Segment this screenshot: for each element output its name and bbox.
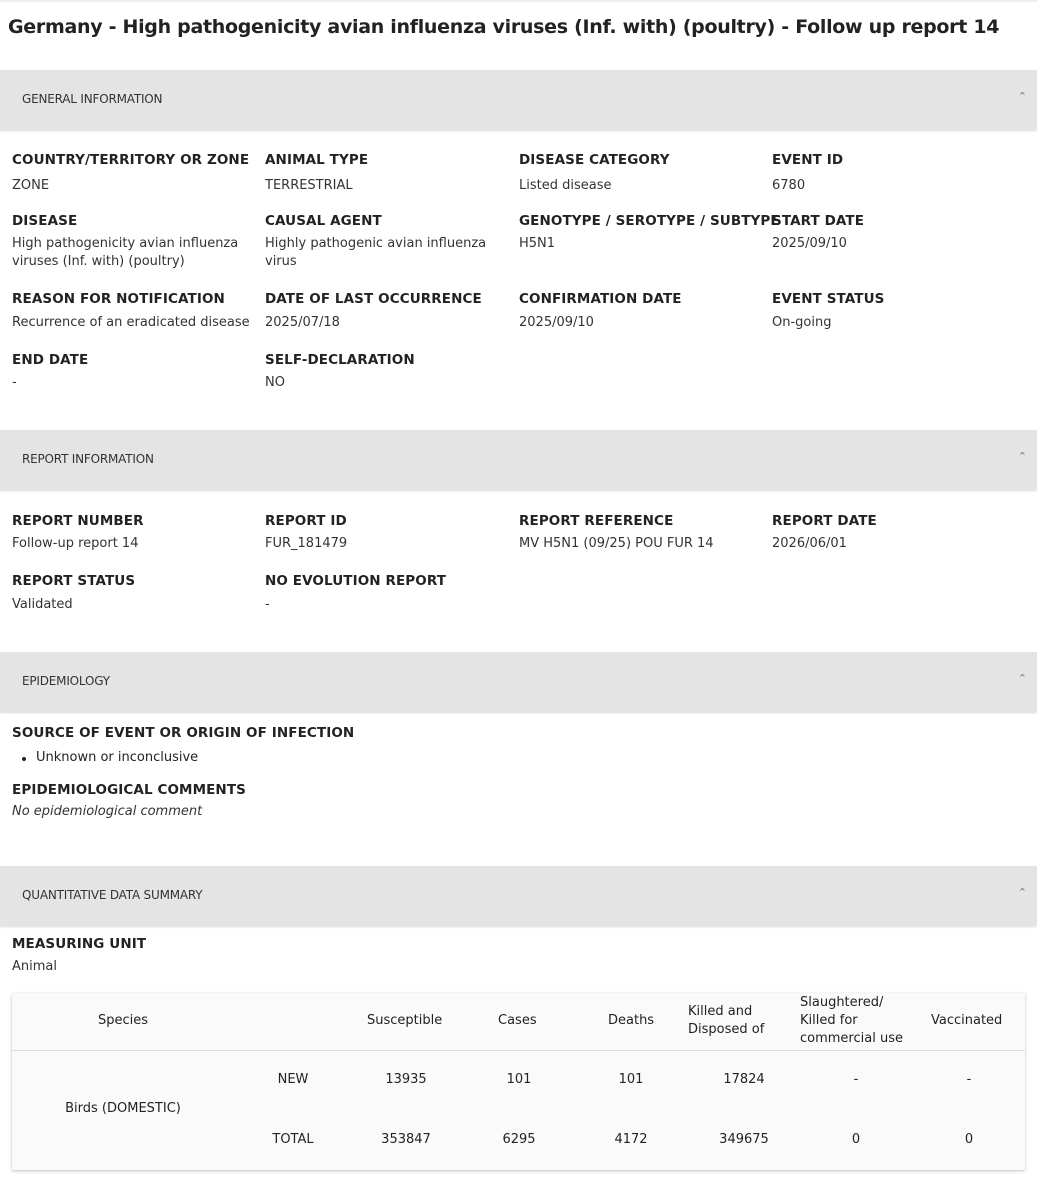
- header-divider: [12, 1050, 1025, 1051]
- field-last-occurrence: [265, 291, 482, 332]
- field-label: REASON FOR NOTIFICATION: [12, 291, 225, 307]
- field-label: REPORT REFERENCE: [519, 513, 674, 529]
- field-country: [12, 152, 249, 195]
- field-label: REPORT STATUS: [12, 573, 136, 589]
- field-label: CONFIRMATION DATE: [519, 291, 682, 307]
- cell-slaughtered: -: [853, 1072, 859, 1087]
- field-label: GENOTYPE / SEROTYPE / SUBTYPE: [519, 213, 780, 229]
- row-label-new: NEW: [277, 1072, 309, 1087]
- header-line: Disposed of: [688, 1022, 765, 1037]
- field-report-date: [772, 513, 877, 553]
- field-label: SELF-DECLARATION: [265, 352, 415, 368]
- field-label: DATE OF LAST OCCURRENCE: [265, 291, 482, 307]
- field-label: CAUSAL AGENT: [265, 213, 382, 229]
- field-end-date: [12, 352, 88, 392]
- field-reason: [12, 291, 250, 332]
- field-value: 2025/07/18: [265, 315, 340, 330]
- field-label: REPORT ID: [265, 513, 347, 529]
- field-value: 2025/09/10: [519, 315, 594, 330]
- species-cell: Birds (DOMESTIC): [65, 1101, 181, 1116]
- field-value: Highly pathogenic avian influenza virus: [265, 236, 487, 269]
- field-value: NO: [265, 375, 285, 390]
- cell-cases: 6295: [502, 1132, 536, 1147]
- field-measuring-unit: [12, 936, 146, 976]
- page-title: Germany - High pathogenicity avian influenza viruses (Inf. with) (poultry) - Follow up report 14: [8, 16, 1000, 38]
- field-value: Recurrence of an eradicated disease: [12, 315, 250, 330]
- section-title: GENERAL INFORMATION: [22, 92, 163, 106]
- header-line: Killed and: [688, 1004, 753, 1019]
- field-label: NO EVOLUTION REPORT: [265, 573, 447, 589]
- field-label: DISEASE: [12, 213, 78, 229]
- header-line: Slaughtered/: [800, 995, 884, 1010]
- field-value: FUR_181479: [265, 536, 348, 551]
- field-label: DISEASE CATEGORY: [519, 152, 670, 168]
- row-label-total: TOTAL: [272, 1132, 314, 1147]
- field-label: EVENT STATUS: [772, 291, 885, 307]
- section-title: EPIDEMIOLOGY: [22, 674, 110, 688]
- field-value: On-going: [772, 315, 832, 330]
- section-header-report-information[interactable]: [0, 430, 1037, 490]
- quantitative-table: [12, 993, 1025, 1170]
- field-source-of-event: [12, 725, 354, 741]
- source-list: [36, 750, 198, 765]
- field-label: COUNTRY/TERRITORY OR ZONE: [12, 152, 250, 168]
- section-title: REPORT INFORMATION: [22, 452, 154, 466]
- field-value: TERRESTRIAL: [265, 178, 353, 193]
- field-value: Follow-up report 14: [12, 536, 139, 551]
- field-value: 6780: [772, 178, 806, 193]
- field-animal-type: [265, 152, 368, 195]
- field-value: 2025/09/10: [772, 236, 847, 251]
- field-self-declaration: [265, 352, 415, 392]
- field-causal-agent: [265, 213, 500, 271]
- column-header-cases: Cases: [498, 1013, 537, 1028]
- field-label: ANIMAL TYPE: [265, 152, 369, 168]
- list-item: Unknown or inconclusive: [36, 750, 199, 765]
- cell-deaths: 4172: [614, 1132, 648, 1147]
- cell-slaughtered: 0: [851, 1132, 861, 1147]
- field-disease: [12, 213, 252, 271]
- field-value: 2026/06/01: [772, 536, 847, 551]
- field-label: REPORT NUMBER: [12, 513, 144, 529]
- column-header-susceptible: Susceptible: [367, 1013, 443, 1028]
- cell-vaccinated: -: [966, 1072, 972, 1087]
- cell-vaccinated: 0: [964, 1132, 974, 1147]
- field-disease-category: [519, 152, 670, 195]
- chevron-up-icon[interactable]: ⌃: [1017, 672, 1027, 685]
- field-label: SOURCE OF EVENT OR ORIGIN OF INFECTION: [12, 725, 355, 741]
- field-report-reference: [519, 513, 714, 553]
- field-label: START DATE: [772, 213, 865, 229]
- field-value: Validated: [12, 597, 73, 612]
- column-header-deaths: Deaths: [608, 1013, 655, 1028]
- cell-killed: 17824: [723, 1072, 765, 1087]
- cell-cases: 101: [506, 1072, 532, 1087]
- field-confirmation-date: [519, 291, 682, 332]
- field-report-id: [265, 513, 347, 553]
- field-genotype: [519, 213, 780, 253]
- field-value: MV H5N1 (09/25) POU FUR 14: [519, 536, 714, 551]
- header-line: Killed for: [800, 1013, 858, 1028]
- field-label: EVENT ID: [772, 152, 844, 168]
- chevron-up-icon[interactable]: ⌃: [1017, 886, 1027, 899]
- field-label: EPIDEMIOLOGICAL COMMENTS: [12, 782, 246, 798]
- section-header-quantitative-data-summary[interactable]: [0, 866, 1037, 926]
- field-label: REPORT DATE: [772, 513, 877, 529]
- cell-susceptible: 353847: [381, 1132, 431, 1147]
- field-value: H5N1: [519, 236, 556, 251]
- section-header-epidemiology[interactable]: [0, 652, 1037, 712]
- cell-killed: 349675: [719, 1132, 769, 1147]
- field-label: END DATE: [12, 352, 89, 368]
- section-header-general-information[interactable]: [0, 70, 1037, 130]
- field-report-status: [12, 573, 135, 614]
- section-title: QUANTITATIVE DATA SUMMARY: [22, 888, 203, 902]
- column-header-species: Species: [98, 1013, 149, 1028]
- field-value: No epidemiological comment: [12, 804, 203, 819]
- field-label: MEASURING UNIT: [12, 936, 147, 952]
- field-value: -: [12, 375, 17, 390]
- cell-deaths: 101: [618, 1072, 644, 1087]
- field-event-id: [772, 152, 843, 195]
- field-value: Listed disease: [519, 178, 612, 193]
- field-value: -: [265, 597, 270, 612]
- header-line: commercial use: [800, 1031, 903, 1046]
- top-divider: [0, 0, 1037, 2]
- field-start-date: [772, 213, 864, 253]
- chevron-up-icon[interactable]: ⌃: [1017, 450, 1027, 463]
- field-value: ZONE: [12, 178, 50, 193]
- field-epidemiological-comments: [12, 782, 246, 821]
- field-value: High pathogenicity avian influenza viruses (Inf. with) (poultry): [12, 236, 239, 269]
- field-value: Animal: [12, 959, 57, 974]
- chevron-up-icon[interactable]: ⌃: [1017, 90, 1027, 103]
- field-no-evolution-report: [265, 573, 446, 614]
- column-header-vaccinated: Vaccinated: [931, 1013, 1003, 1028]
- field-event-status: [772, 291, 884, 332]
- column-header-killed: [688, 1003, 764, 1039]
- cell-susceptible: 13935: [385, 1072, 427, 1087]
- field-report-number: [12, 513, 144, 553]
- column-header-slaughtered: [800, 994, 903, 1048]
